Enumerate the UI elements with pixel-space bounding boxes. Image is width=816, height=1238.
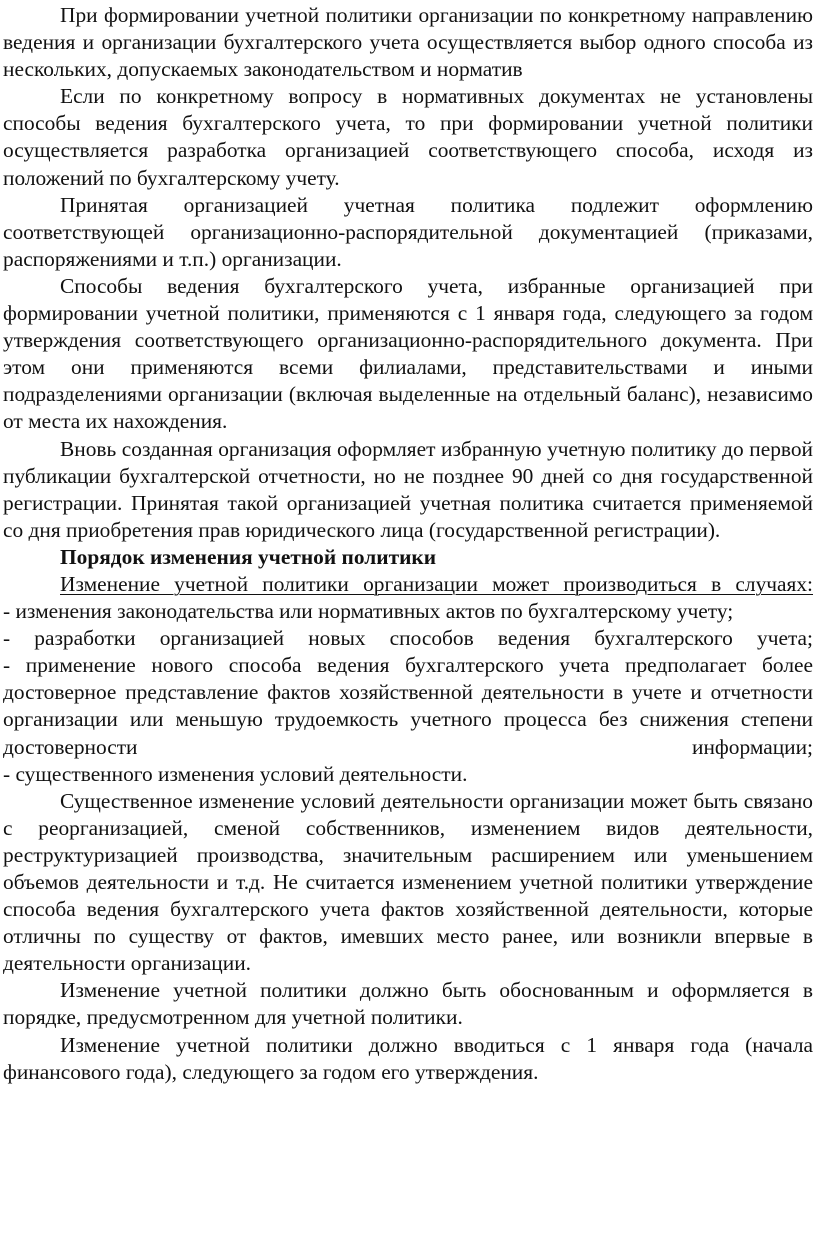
list-item-new-method-reliability: - применение нового способа ведения бухгалтерского учета предполагает более достоверное представление фактов хозяйственной деятельности в учете и отчетности организации или меньшую трудоемкость учетного процесса без снижения степени достоверности информации; bbox=[3, 653, 813, 759]
list-item-legislation: - изменения законодательства или нормативных актов по бухгалтерскому учету; bbox=[3, 599, 734, 624]
underlined-intro-text: Изменение учетной политики организации может производиться в случаях: bbox=[60, 571, 813, 596]
paragraph-policy-application: Способы ведения бухгалтерского учета, избранные организацией при формировании учетной политики, применяются с 1 января года, следующего за годом утверждения соответствующего организационно-распорядительного документа. При этом они применяются всеми филиалами, представительствами и иными подразделениями организации (включая выделенные на отдельный баланс), независимо от места их нахождения. bbox=[3, 273, 813, 434]
section-heading: Порядок изменения учетной политики bbox=[60, 544, 437, 569]
paragraph-significant-change: Существенное изменение условий деятельности организации может быть связано с реорганизацией, сменой собственников, изменением видов деятельности, реструктуризацией производства, значительным расширением или уменьшением объемов деятельности и т.д. Не считается изменением учетной политики утверждение способа ведения бухгалтерского учета фактов хозяйственной деятельности, которые отличны по существу от фактов, имевших место ранее, или возникли впервые в деятельности организации. bbox=[3, 788, 813, 976]
underlined-intro bbox=[3, 571, 813, 598]
paragraph-justified-change: Изменение учетной политики должно быть обоснованным и оформляется в порядке, предусмотренном для учетной политики. bbox=[3, 978, 813, 1030]
list-item-new-methods: - разработки организацией новых способов ведения бухгалтерского учета; bbox=[3, 626, 813, 651]
paragraph-policy-documentation: Принятая организацией учетная политика подлежит оформлению соответствующей организационно-распорядительной документацией (приказами, распоряжениями и т.п.) организации. bbox=[3, 192, 813, 271]
list-item-conditions-change: - существенного изменения условий деятельности. bbox=[3, 761, 468, 786]
paragraph-new-organization: Вновь созданная организация оформляет избранную учетную политику до первой публикации бухгалтерской отчетности, но не позднее 90 дней со дня государственной регистрации. Принятая такой организацией учетная политика считается применяемой со дня приобретения прав юридического лица (государственной регистрации). bbox=[3, 436, 813, 542]
paragraph-change-effective-date: Изменение учетной политики должно вводиться с 1 января года (начала финансового года), следующего за годом его утверждения. bbox=[3, 1032, 813, 1084]
paragraph-method-development: Если по конкретному вопросу в нормативных документах не установлены способы ведения бухгалтерского учета, то при формировании учетной политики осуществляется разработка организацией соответствующего способа, исходя из положений по бухгалтерскому учету. bbox=[3, 84, 813, 190]
paragraph-policy-choice: При формировании учетной политики организации по конкретному направлению ведения и организации бухгалтерского учета осуществляется выбор одного способа из нескольких, допускаемых законодательством и норматив bbox=[3, 3, 813, 82]
